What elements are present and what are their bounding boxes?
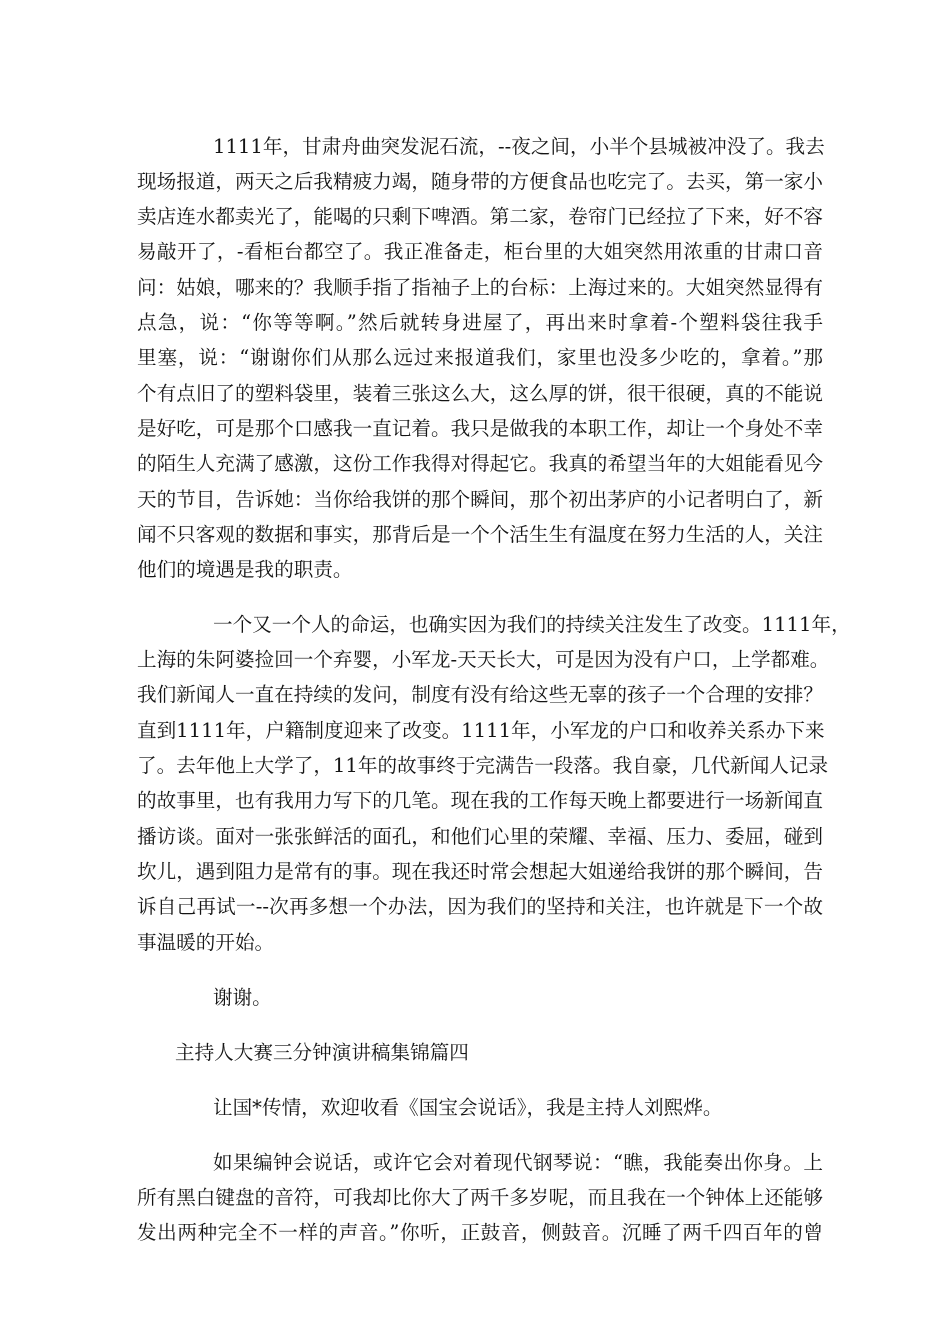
paragraph-line: 的陌生人充满了感激，这份工作我得对得起它。我真的希望当年的大姐能看见今 xyxy=(137,452,823,475)
paragraph-line: 如果编钟会说话，或许它会对着现代钢琴说：“瞧，我能奏出你身。上 xyxy=(213,1151,823,1174)
paragraph-line: 易敲开了，-看柜台都空了。我正准备走，柜台里的大姐突然用浓重的甘肃口音 xyxy=(137,240,823,263)
paragraph-line: 所有黑白键盘的音符，可我却比你大了两千多岁呢，而且我在一个钟体上还能够 xyxy=(137,1186,823,1209)
paragraph-line: 天的节目，告诉她：当你给我饼的那个瞬间，那个初出茅庐的小记者明白了，新 xyxy=(137,488,823,511)
section-heading: 主持人大赛三分钟演讲稿集锦篇四 xyxy=(175,1041,469,1064)
paragraph-line: 了。去年他上大学了，11年的故事终于完满告一段落。我自豪，几代新闻人记录 xyxy=(137,754,829,777)
paragraph-line: 直到1111年，户籍制度迎来了改变。1111年，小军龙的户口和收养关系办下来 xyxy=(137,719,825,742)
paragraph-line: 1111年，甘肃舟曲突发泥石流，--夜之间，小半个县城被冲没了。我去 xyxy=(213,135,825,158)
paragraph-line: 闻不只客观的数据和事实，那背后是一个个活生生有温度在努力生活的人，关注 xyxy=(137,523,823,546)
paragraph-line: 个有点旧了的塑料袋里，装着三张这么大，这么厚的饼，很干很硬，真的不能说 xyxy=(137,382,823,405)
closing-text: 谢谢。 xyxy=(213,986,272,1009)
paragraph-line: 卖店连水都卖光了，能喝的只剩下啤酒。第二家，卷帘门已经拉了下来，好不容 xyxy=(137,205,823,228)
paragraph-line: 里塞，说：“谢谢你们从那么远过来报道我们，家里也没多少吃的，拿着。”那 xyxy=(137,346,823,369)
paragraph-line: 现场报道，两天之后我精疲力竭，随身带的方便食品也吃完了。去买，第一家小 xyxy=(137,170,823,193)
paragraph-line: 的故事里，也有我用力写下的几笔。现在我的工作每天晚上都要进行一场新闻直 xyxy=(137,789,823,812)
paragraph-line: 坎儿，遇到阻力是常有的事。现在我还时常会想起大姐递给我饼的那个瞬间，告 xyxy=(137,860,823,883)
paragraph-line: 播访谈。面对一张张鲜活的面孔，和他们心里的荣耀、幸福、压力、委屈，碰到 xyxy=(137,825,823,848)
paragraph-line: 我们新闻人一直在持续的发问，制度有没有给这些无辜的孩子一个合理的安排？ xyxy=(137,683,823,706)
paragraph-line: 诉自己再试一--次再多想一个办法，因为我们的坚持和关注，也许就是下一个故 xyxy=(137,895,823,918)
paragraph-line: 一个又一个人的命运，也确实因为我们的持续关注发生了改变。1111年， xyxy=(213,613,851,636)
paragraph-line: 事温暖的开始。 xyxy=(137,931,275,954)
paragraph-3: 让国*传情，欢迎收看《国宝会说话》，我是主持人刘熙烨。 xyxy=(213,1096,723,1119)
paragraph-line: 发出两种完全不一样的声音。”你听，正鼓音，侧鼓音。沉睡了两千四百年的曾 xyxy=(137,1221,823,1244)
paragraph-line: 点急，说：“你等等啊。”然后就转身进屋了，再出来时拿着-个塑料袋往我手 xyxy=(137,311,823,334)
paragraph-line: 问：姑娘，哪来的？我顺手指了指袖子上的台标：上海过来的。大姐突然显得有 xyxy=(137,276,823,299)
paragraph-line: 上海的朱阿婆捡回一个弃婴，小军龙-天天长大，可是因为没有户口，上学都难。 xyxy=(137,648,830,671)
paragraph-line: 是好吃，可是那个口感我一直记着。我只是做我的本职工作，却让一个身处不幸 xyxy=(137,417,823,440)
paragraph-line: 他们的境遇是我的职责。 xyxy=(137,558,353,581)
